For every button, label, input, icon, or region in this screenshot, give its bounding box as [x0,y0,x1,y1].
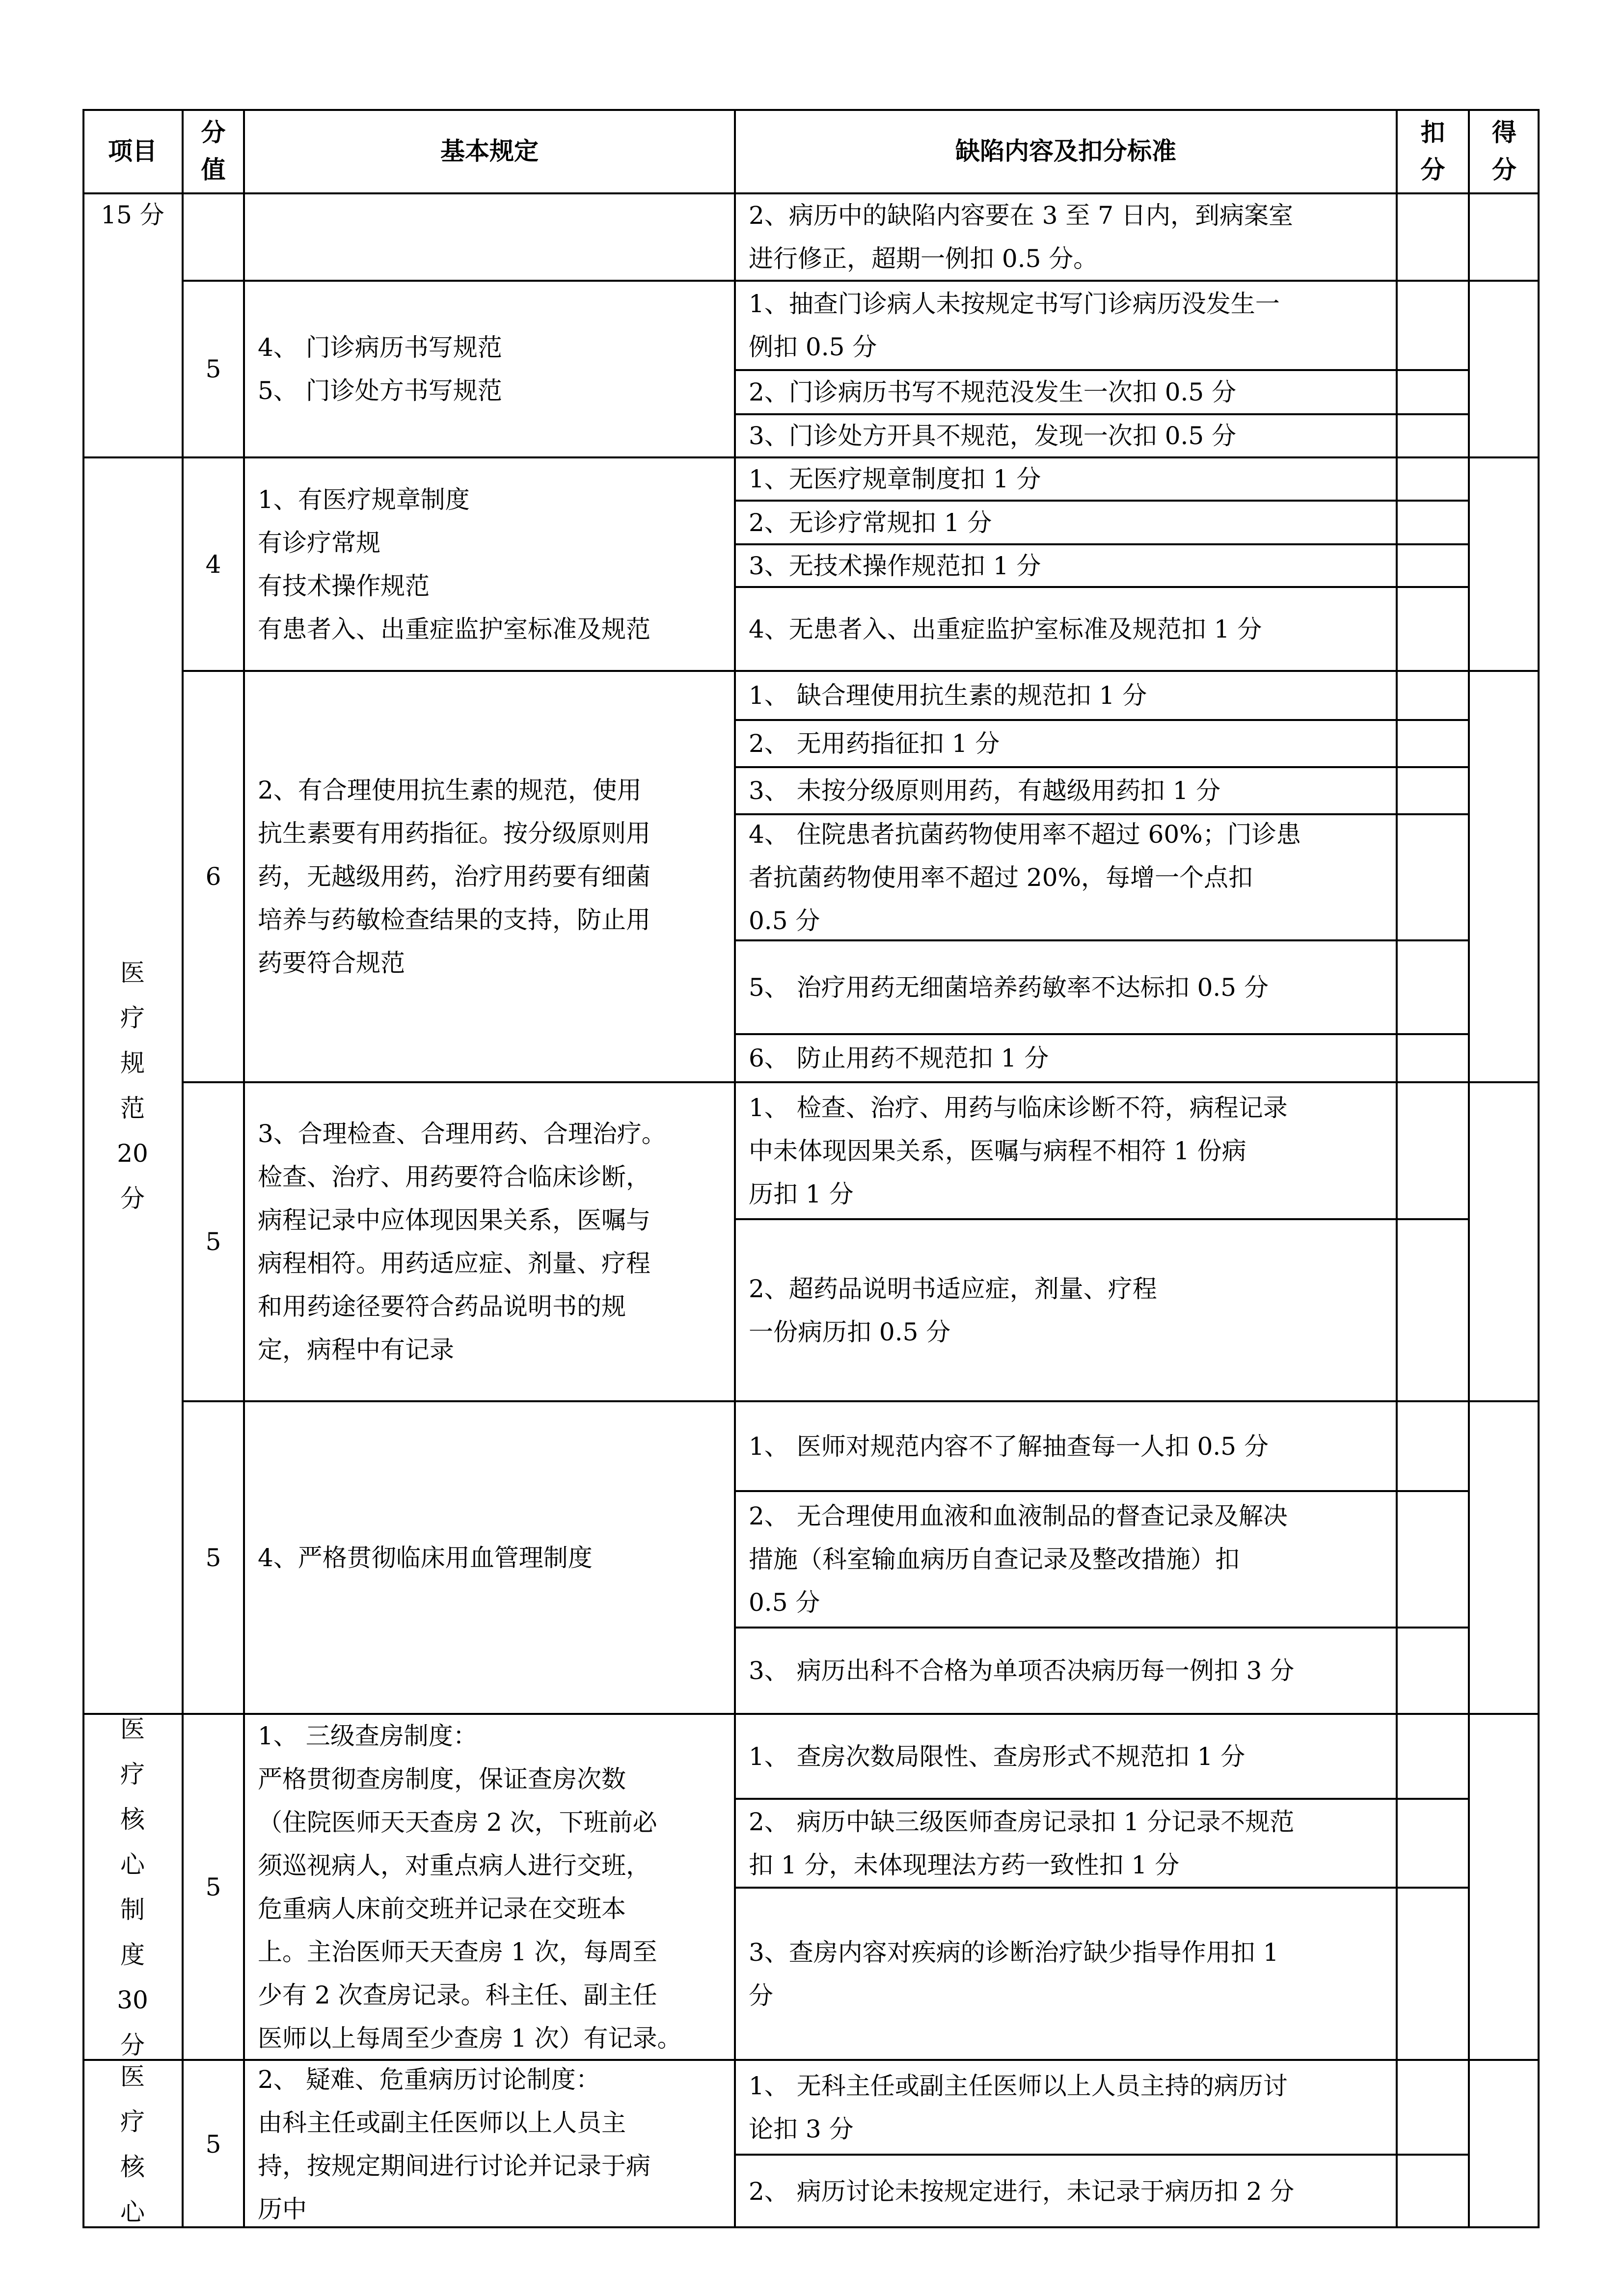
header-basic-rules: 基本规定 [440,137,539,165]
group-7-score: 5 [205,1872,221,1901]
defect-row: 1、 无科主任或副主任医师以上人员主持的病历讨 论扣 3 分 [749,2071,1288,2143]
section-3-label: 医 疗 核 心 制 度 30 分 [117,1714,148,2059]
group-6-basic: 4、严格贯彻临床用血管理制度 [258,1543,593,1572]
group-8-score: 5 [205,2130,221,2159]
header-got: 得 分 [1492,118,1516,184]
header-score: 分 值 [201,118,226,184]
defect-row: 2、无诊疗常规扣 1 分 [749,508,992,537]
defect-row: 1、 检查、治疗、用药与临床诊断不符，病程记录 中未体现因果关系，医嘱与病程不相符 1 份病 历扣 1 分 [749,1093,1288,1208]
group-4-basic: 2、有合理使用抗生素的规范，使用 抗生素要有用药指征。按分级原则用 药，无越级用药，治疗用药要有细菌 培养与药敏检查结果的支持，防止用 药要符合规范 [258,776,650,977]
defect-row: 4、无患者入、出重症监护室标准及规范扣 1 分 [749,614,1262,643]
group-4-score: 6 [205,862,221,891]
group-3-basic: 1、有医疗规章制度 有诊疗常规 有技术操作规范 有患者入、出重症监护室标准及规范 [258,485,650,643]
defect-row: 2、 无合理使用血液和血液制品的督查记录及解决 措施（科室输血病历自查记录及整改措施）扣 0.5 分 [749,1502,1288,1617]
defect-row: 5、 治疗用药无细菌培养药敏率不达标扣 0.5 分 [749,973,1269,1002]
deduct-column[interactable] [1397,193,1469,2228]
group-6-score: 5 [205,1543,221,1572]
defect-row: 3、 病历出科不合格为单项否决病历每一例扣 3 分 [749,1656,1295,1685]
defect-row: 1、 查房次数局限性、查房形式不规范扣 1 分 [749,1742,1245,1771]
group-5-score: 5 [205,1228,221,1256]
defect-row: 2、 无用药指征扣 1 分 [749,729,1000,758]
group-7-basic: 1、 三级查房制度： 严格贯彻查房制度，保证查房次数 （住院医师天天查房 2 次，下班前必 须巡视病人，对重点病人进行交班， 危重病人床前交班并记录在交班本 上。主治医师天天查房 1 次，每周至 少有 2 次查房记录。科主任、副主任 医师以上每周至少查房 1 次）有记录。 [258,1721,682,2053]
defect-row: 3、查房内容对疾病的诊断治疗缺少指导作用扣 1 分 [749,1938,1279,2010]
defect-row: 3、无技术操作规范扣 1 分 [749,551,1041,580]
group-2-basic: 4、 门诊病历书写规范 5、 门诊处方书写规范 [258,333,502,405]
defect-row: 3、门诊处方开具不规范，发现一次扣 0.5 分 [749,422,1237,450]
got-column[interactable] [1469,193,1540,2228]
defect-row: 6、 防止用药不规范扣 1 分 [749,1044,1049,1072]
defect-row: 2、 病历讨论未按规定进行，未记录于病历扣 2 分 [749,2177,1295,2206]
scoring-table [82,109,1540,2228]
header-defects: 缺陷内容及扣分标准 [955,137,1176,165]
defect-row: 1、抽查门诊病人未按规定书写门诊病历没发生一 例扣 0.5 分 [749,290,1280,361]
defect-row: 1、无医疗规章制度扣 1 分 [749,465,1041,493]
defect-row: 3、 未按分级原则用药，有越级用药扣 1 分 [749,776,1221,805]
defect-row: 1、 缺合理使用抗生素的规范扣 1 分 [749,681,1147,710]
defect-row: 4、 住院患者抗菌药物使用率不超过 60%；门诊患 者抗菌药物使用率不超过 20%，每增一个点扣 0.5 分 [749,820,1301,935]
header-deduct: 扣 分 [1420,118,1445,184]
group-2-score: 5 [205,355,221,383]
header-item: 项目 [108,137,157,165]
group-5-basic: 3、合理检查、合理用药、合理治疗。 检查、治疗、用药要符合临床诊断， 病程记录中应体现因果关系，医嘱与 病程相符。用药适应症、剂量、疗程 和用药途径要符合药品说明书的规 定，病程中有记录 [258,1120,666,1364]
section-1-label: 15 分 [101,201,164,229]
defect-row: 2、 病历中缺三级医师查房记录扣 1 分记录不规范 扣 1 分，未体现理法方药一致性扣 1 分 [749,1807,1295,1879]
section-2-label: 医 疗 规 范 20 分 [117,959,148,1213]
defect-row: 2、病历中的缺陷内容要在 3 至 7 日内，到病案室 进行修正，超期一例扣 0.5 分。 [749,201,1294,273]
group-3-score: 4 [205,550,221,579]
defect-row: 2、门诊病历书写不规范没发生一次扣 0.5 分 [749,378,1237,406]
group-8-basic: 2、 疑难、危重病历讨论制度： 由科主任或副主任医师以上人员主 持，按规定期间进行讨论并记录于病 历中 [258,2065,650,2223]
defect-row: 2、超药品说明书适应症，剂量、疗程 一份病历扣 0.5 分 [749,1274,1157,1346]
section-4-label: 医 疗 核 心 [120,2062,145,2226]
defect-row: 1、 医师对规范内容不了解抽查每一人扣 0.5 分 [749,1432,1269,1461]
